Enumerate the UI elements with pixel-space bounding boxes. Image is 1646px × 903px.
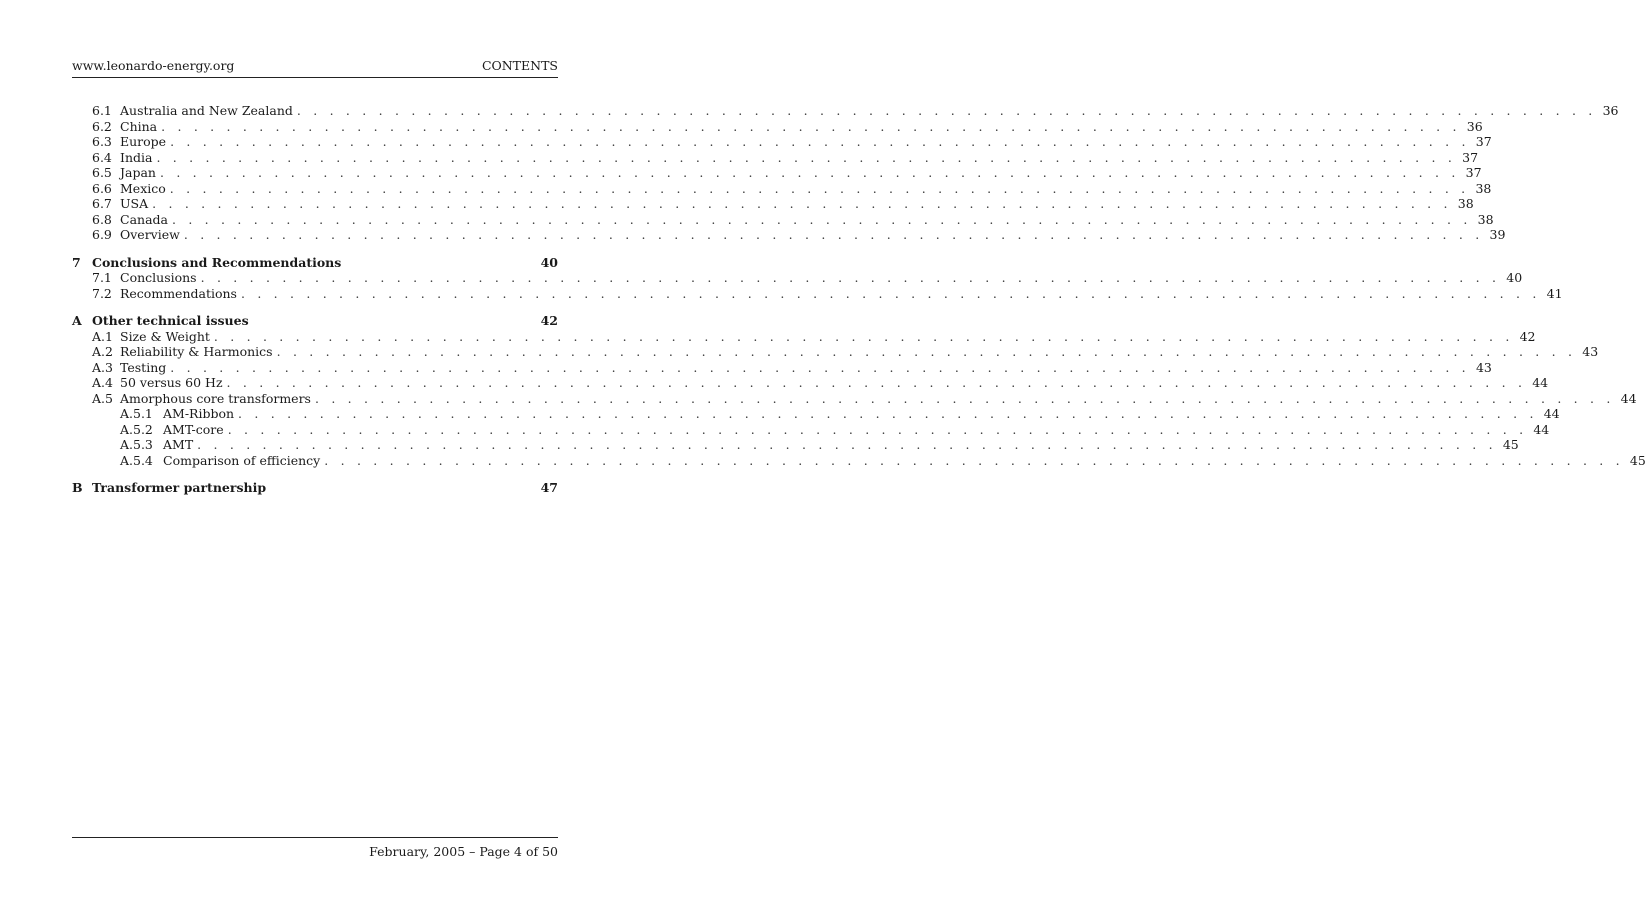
toc-entry-page: 38	[1477, 211, 1494, 227]
toc-entry-page: 47	[540, 480, 558, 495]
page-footer: February, 2005 – Page 4 of 50	[369, 844, 558, 859]
toc-entry-number: 6.2	[92, 118, 112, 134]
toc-entry-page: 45	[1502, 437, 1519, 452]
toc-dot-leader: . . . . . . . . . . . . . . . . . . . . . . . . . . . . . . . . . . . . . . . . . . . . . . . . . . . . . . . . . . . . . . . . . . . . . . . . . . . . . . . .	[200, 270, 1501, 285]
toc-section-entry[interactable]	[72, 344, 1599, 360]
toc-entry-number: 6.3	[92, 134, 112, 149]
header-website: www.leonardo-energy.org	[72, 58, 235, 73]
toc-entry-number: 7	[72, 254, 81, 270]
toc-entry-number: A	[72, 313, 82, 328]
toc-entry-page: 44	[1543, 406, 1560, 421]
toc-entry-page: 36	[1602, 103, 1619, 118]
toc-entry-title: Other technical issues	[92, 313, 249, 328]
toc-section-entry[interactable]	[72, 270, 1523, 286]
toc-entry-number: 7.1	[92, 270, 112, 285]
toc-section-entry[interactable]	[72, 375, 1549, 391]
toc-entry-page: 38	[1457, 196, 1474, 211]
toc-entry-number: 6.6	[92, 180, 112, 196]
toc-dot-leader: . . . . . . . . . . . . . . . . . . . . . . . . . . . . . . . . . . . . . . . . . . . . . . . . . . . . . . . . . . . . . . . . . . . . . . . . . . . . . . . .	[156, 149, 1457, 165]
toc-section-entry[interactable]	[72, 103, 1619, 119]
toc-dot-leader: . . . . . . . . . . . . . . . . . . . . . . . . . . . . . . . . . . . . . . . . . . . . . . . . . . . . . . . . . . . . . . . . . . . . . . . . . . . . . . . .	[314, 390, 1615, 406]
toc-entry-number: 6.1	[92, 103, 112, 118]
toc-entry-page: 36	[1466, 118, 1483, 134]
toc-chapter-entry[interactable]	[72, 313, 558, 329]
toc-dot-leader: . . . . . . . . . . . . . . . . . . . . . . . . . . . . . . . . . . . . . . . . . . . . . . . . . . . . . . . . . . . . . . . . . . . . . . . . . . . . . . . .	[296, 103, 1597, 118]
toc-section-entry[interactable]	[72, 390, 1637, 407]
toc-entry-title: USA	[120, 196, 149, 211]
toc-dot-leader: . . . . . . . . . . . . . . . . . . . . . . . . . . . . . . . . . . . . . . . . . . . . . . . . . . . . . . . . . . . . . . . . . . . . . . . . . . . . . . . .	[197, 437, 1497, 452]
toc-dot-leader: . . . . . . . . . . . . . . . . . . . . . . . . . . . . . . . . . . . . . . . . . . . . . . . . . . . . . . . . . . . . . . . . . . . . . . . . . . . . . . . .	[240, 285, 1541, 301]
toc-entry-title: AMT-core	[163, 421, 224, 437]
toc-section-entry[interactable]	[72, 452, 1646, 469]
toc-dot-leader: . . . . . . . . . . . . . . . . . . . . . . . . . . . . . . . . . . . . . . . . . . . . . . . . . . . . . . . . . . . . . . . . . . . . . . . . . . . . . . . .	[170, 359, 1470, 375]
toc-dot-leader: . . . . . . . . . . . . . . . . . . . . . . . . . . . . . . . . . . . . . . . . . . . . . . . . . . . . . . . . . . . . . . . . . . . . . . . . . . . . . . . .	[213, 328, 1514, 344]
toc-dot-leader: . . . . . . . . . . . . . . . . . . . . . . . . . . . . . . . . . . . . . . . . . . . . . . . . . . . . . . . . . . . . . . . . . . . . . . . . . . . . . . . .	[183, 227, 1484, 242]
toc-entry-title: Europe	[120, 134, 167, 149]
toc-entry-page: 40	[1506, 270, 1523, 285]
toc-entry-page: 43	[1582, 344, 1599, 359]
toc-entry-number: A.5.3	[120, 437, 153, 452]
toc-dot-leader: . . . . . . . . . . . . . . . . . . . . . . . . . . . . . . . . . . . . . . . . . . . . . . . . . . . . . . . . . . . . . . . . . . . . . . . . . . . . . . . .	[170, 134, 1470, 149]
toc-entry-number: A.3	[92, 359, 113, 375]
toc-section-entry[interactable]	[72, 421, 1550, 438]
toc-entry-title: Amorphous core transformers	[120, 390, 311, 406]
toc-entry-title: Canada	[120, 211, 168, 227]
toc-entry-number: 6.7	[92, 196, 112, 211]
toc-section-entry[interactable]	[72, 285, 1563, 302]
toc-entry-number: A.5.4	[120, 452, 153, 468]
toc-entry-title: Conclusions and Recommendations	[92, 254, 342, 270]
toc-section-entry[interactable]	[72, 406, 1560, 422]
toc-entry-page: 45	[1629, 452, 1646, 468]
toc-section-entry[interactable]	[72, 328, 1536, 345]
toc-section-entry[interactable]	[72, 437, 1519, 453]
toc-entry-page: 42	[1519, 328, 1536, 344]
toc-entry-page: 44	[1533, 421, 1550, 437]
toc-section-entry[interactable]	[72, 118, 1483, 135]
toc-entry-number: 6.9	[92, 227, 112, 242]
toc-entry-title: Testing	[120, 359, 167, 375]
toc-entry-page: 37	[1462, 149, 1479, 165]
toc-chapter-entry[interactable]	[72, 480, 558, 496]
toc-entry-page: 41	[1546, 285, 1563, 301]
toc-section-entry[interactable]	[72, 359, 1492, 376]
toc-entry-title: China	[120, 118, 158, 134]
toc-entry-title: AM-Ribbon	[163, 406, 235, 421]
toc-entry-page: 38	[1475, 180, 1492, 196]
toc-entry-number: 7.2	[92, 285, 112, 301]
toc-dot-leader: . . . . . . . . . . . . . . . . . . . . . . . . . . . . . . . . . . . . . . . . . . . . . . . . . . . . . . . . . . . . . . . . . . . . . . . . . . . . . . . .	[169, 180, 1470, 196]
toc-entry-number: 6.5	[92, 165, 112, 180]
toc-entry-title: Japan	[120, 165, 156, 180]
toc-dot-leader: . . . . . . . . . . . . . . . . . . . . . . . . . . . . . . . . . . . . . . . . . . . . . . . . . . . . . . . . . . . . . . . . . . . . . . . . . . . . . . . .	[226, 375, 1527, 390]
toc-entry-page: 37	[1465, 165, 1482, 180]
toc-dot-leader: . . . . . . . . . . . . . . . . . . . . . . . . . . . . . . . . . . . . . . . . . . . . . . . . . . . . . . . . . . . . . . . . . . . . . . . . . . . . . . . .	[227, 421, 1528, 437]
toc-dot-leader: . . . . . . . . . . . . . . . . . . . . . . . . . . . . . . . . . . . . . . . . . . . . . . . . . . . . . . . . . . . . . . . . . . . . . . . . . . . . . . . .	[324, 452, 1624, 468]
toc-entry-title: Size & Weight	[120, 328, 210, 344]
header-section-title: CONTENTS	[481, 58, 558, 73]
toc-dot-leader: . . . . . . . . . . . . . . . . . . . . . . . . . . . . . . . . . . . . . . . . . . . . . . . . . . . . . . . . . . . . . . . . . . . . . . . . . . . . . . . .	[276, 344, 1577, 359]
toc-dot-leader: . . . . . . . . . . . . . . . . . . . . . . . . . . . . . . . . . . . . . . . . . . . . . . . . . . . . . . . . . . . . . . . . . . . . . . . . . . . . . . . .	[159, 165, 1460, 180]
toc-entry-page: 44	[1620, 390, 1637, 406]
toc-entry-number: B	[72, 480, 83, 495]
toc-entry-page: 44	[1532, 375, 1549, 390]
toc-entry-title: Recommendations	[120, 285, 237, 301]
toc-section-entry[interactable]	[72, 180, 1492, 197]
toc-entry-title: Conclusions	[120, 270, 197, 285]
toc-entry-title: Mexico	[120, 180, 166, 196]
footer-rule	[72, 837, 558, 838]
toc-entry-number: A.1	[92, 328, 113, 344]
toc-entry-title: India	[120, 149, 153, 165]
header-rule	[72, 77, 558, 78]
table-of-contents	[72, 103, 1646, 496]
toc-section-entry[interactable]	[72, 227, 1506, 243]
toc-entry-title: Comparison of efficiency	[163, 452, 321, 468]
toc-dot-leader: . . . . . . . . . . . . . . . . . . . . . . . . . . . . . . . . . . . . . . . . . . . . . . . . . . . . . . . . . . . . . . . . . . . . . . . . . . . . . . . .	[238, 406, 1538, 421]
toc-dot-leader: . . . . . . . . . . . . . . . . . . . . . . . . . . . . . . . . . . . . . . . . . . . . . . . . . . . . . . . . . . . . . . . . . . . . . . . . . . . . . . . .	[171, 211, 1472, 227]
toc-entry-number: 6.8	[92, 211, 112, 227]
page-header	[72, 58, 558, 76]
toc-dot-leader: . . . . . . . . . . . . . . . . . . . . . . . . . . . . . . . . . . . . . . . . . . . . . . . . . . . . . . . . . . . . . . . . . . . . . . . . . . . . . . . .	[161, 118, 1461, 134]
toc-entry-page: 39	[1489, 227, 1506, 242]
toc-entry-number: A.5	[92, 390, 113, 406]
toc-entry-number: A.2	[92, 344, 113, 359]
toc-section-entry[interactable]	[72, 149, 1479, 166]
toc-entry-title: Overview	[120, 227, 180, 242]
toc-entry-title: Australia and New Zealand	[120, 103, 293, 118]
toc-section-entry[interactable]	[72, 196, 1474, 212]
toc-entry-number: 6.4	[92, 149, 112, 165]
toc-section-entry[interactable]	[72, 211, 1494, 228]
toc-entry-number: A.5.2	[120, 421, 153, 437]
toc-entry-page: 42	[540, 313, 558, 328]
toc-entry-page: 40	[540, 254, 558, 270]
toc-entry-number: A.5.1	[120, 406, 153, 421]
toc-dot-leader: . . . . . . . . . . . . . . . . . . . . . . . . . . . . . . . . . . . . . . . . . . . . . . . . . . . . . . . . . . . . . . . . . . . . . . . . . . . . . . . .	[152, 196, 1452, 211]
toc-entry-title: 50 versus 60 Hz	[120, 375, 223, 390]
toc-entry-page: 37	[1475, 134, 1492, 149]
toc-entry-title: AMT	[163, 437, 194, 452]
toc-entry-number: A.4	[92, 375, 113, 390]
toc-section-entry[interactable]	[72, 165, 1482, 181]
toc-entry-title: Transformer partnership	[92, 480, 267, 495]
toc-chapter-entry[interactable]	[72, 255, 558, 271]
toc-section-entry[interactable]	[72, 134, 1492, 150]
toc-entry-page: 43	[1475, 359, 1492, 375]
toc-entry-title: Reliability & Harmonics	[120, 344, 273, 359]
